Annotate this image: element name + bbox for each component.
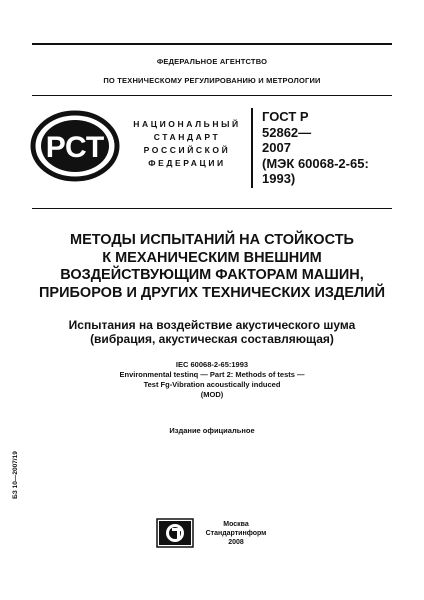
standard-designation <box>262 109 402 187</box>
designation-line-1: ГОСТ Р <box>262 109 309 124</box>
iec-line-1: IEC 60068-2-65:1993 <box>175 360 249 369</box>
section-rule <box>32 208 392 209</box>
standard-label-line-1: НАЦИОНАЛЬНЫЙ <box>133 119 241 129</box>
iec-line-2: Environmental testinq — Part 2: Methods of tests — <box>119 370 305 379</box>
standard-label-line-2: СТАНДАРТ <box>153 132 221 142</box>
title-line-3: ВОЗДЕЙСТВУЮЩИМ ФАКТОРАМ МАШИН, <box>60 267 364 283</box>
title-line-4: ПРИБОРОВ И ДРУГИХ ТЕХНИЧЕСКИХ ИЗДЕЛИЙ <box>38 284 386 301</box>
national-standard-label <box>128 118 246 170</box>
standard-label-line-3: РОССИЙСКОЙ <box>143 145 231 155</box>
publisher-year: 2008 <box>228 539 244 546</box>
document-subtitle <box>20 318 404 346</box>
designation-line-4: (МЭК 60068-2-65: <box>262 155 369 171</box>
iec-reference <box>40 360 384 400</box>
publisher-city: Москва <box>223 521 249 528</box>
edition-label: Издание официальное <box>169 426 255 435</box>
agency-line-1: ФЕДЕРАЛЬНОЕ АГЕНТСТВО <box>156 57 268 66</box>
designation-line-3: 2007 <box>262 140 291 155</box>
standartinform-logo-icon <box>156 518 194 548</box>
header-rule <box>32 95 392 96</box>
document-title <box>20 232 404 302</box>
publisher-name: Стандартинформ <box>205 530 267 537</box>
subtitle-line-2: (вибрация, акустическая составляющая) <box>90 332 334 346</box>
gost-r-logo-icon <box>30 110 120 182</box>
designation-line-5: 1993) <box>262 171 296 186</box>
iec-line-3: Test Fg-Vibration acoustically induced <box>143 380 281 389</box>
iec-line-4: (MOD) <box>200 390 224 399</box>
designation-divider <box>251 108 253 188</box>
agency-line-2: ПО ТЕХНИЧЕСКОМУ РЕГУЛИРОВАНИЮ И МЕТРОЛОГИИ <box>103 76 321 85</box>
top-rule <box>32 43 392 45</box>
title-line-2: К МЕХАНИЧЕСКИМ ВНЕШНИМ <box>102 249 322 266</box>
side-code: БЗ 10—2007/19 <box>12 451 19 499</box>
designation-line-2: 52862— <box>262 124 312 140</box>
publisher-block <box>196 520 276 547</box>
subtitle-line-1: Испытания на воздействие акустического шума <box>68 318 356 332</box>
standard-label-line-4: ФЕДЕРАЦИИ <box>148 158 226 168</box>
title-line-1: МЕТОДЫ ИСПЫТАНИЙ НА СТОЙКОСТЬ <box>70 232 354 248</box>
logo-text: РСТ <box>45 131 105 164</box>
